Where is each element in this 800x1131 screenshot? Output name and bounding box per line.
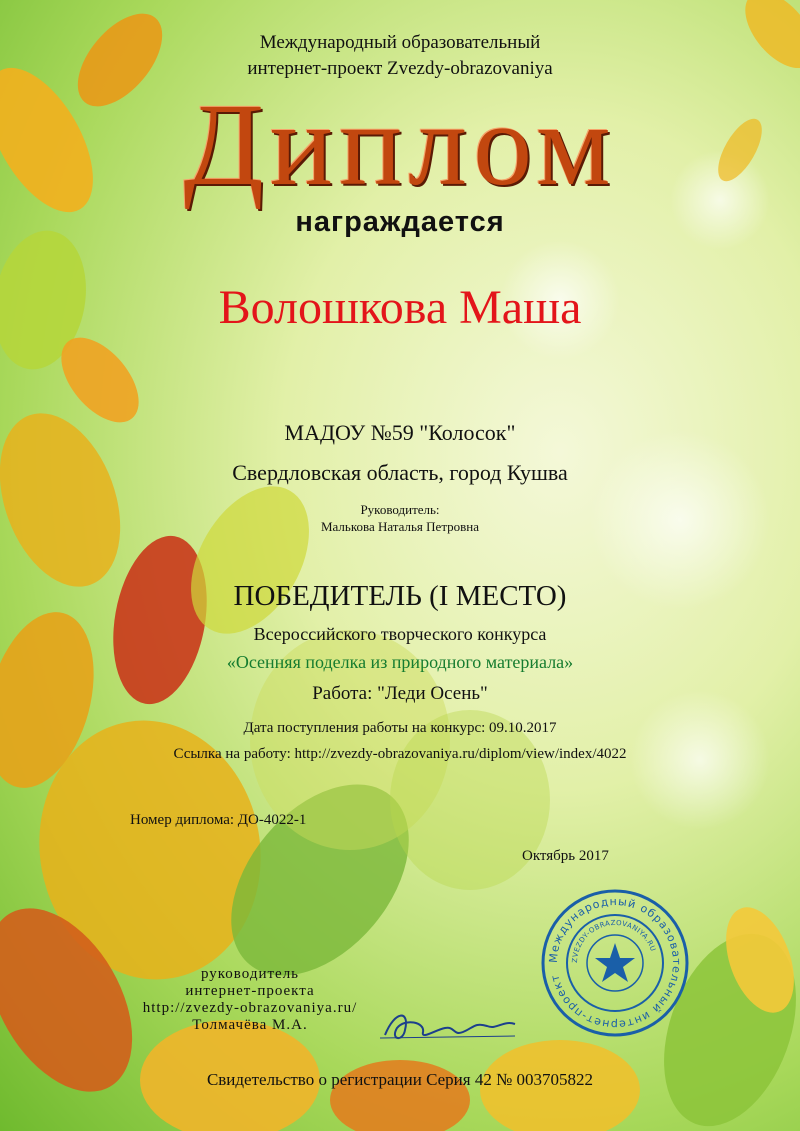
registration-info: Свидетельство о регистрации Серия 42 № 003705822 (206, 1070, 594, 1089)
contest-type: Всероссийского творческого конкурса (253, 624, 547, 644)
header-line-1: Международный образовательный (259, 32, 541, 53)
supervisor-name: Малькова Наталья Петровна (320, 519, 480, 534)
organization: МАДОУ №59 "Колосок" (284, 420, 516, 445)
work-link[interactable]: Ссылка на работу: http://zvezdy-obrazovaniya.ru/diplom/view/index/4022 (173, 746, 627, 762)
star-icon (595, 943, 635, 982)
supervisor-block (0, 501, 800, 535)
work-title: Работа: "Леди Осень" (312, 683, 488, 704)
signatory-line-2: интернет-проекта (185, 983, 315, 999)
contest-title: «Осенняя поделка из природного материала» (226, 652, 574, 672)
stamp-inner-text: ZVEZDY-OBRAZOVANIYA.RU (570, 918, 658, 964)
supervisor-label: Руководитель: (360, 502, 440, 517)
awarded-label: награждается (295, 206, 505, 238)
signatory-line-4: Толмачёва М.А. (192, 1017, 308, 1033)
issue-month: Октябрь 2017 (522, 848, 609, 864)
signatory-line-3[interactable]: http://zvezdy-obrazovaniya.ru/ (142, 1000, 358, 1016)
stamp-ring-text: Международный образовательный интернет-проект (546, 894, 684, 1032)
signatory-block (100, 966, 400, 1034)
header-line-2: интернет-проект Zvezdy-obrazovaniya (247, 58, 553, 79)
region: Свердловская область, город Кушва (232, 460, 568, 485)
recipient-name: Волошкова Маша (218, 281, 582, 334)
project-header (0, 30, 800, 82)
diploma-title: Диплом (183, 79, 617, 210)
diploma-number: Номер диплома: ДО-4022-1 (130, 812, 307, 828)
result-title: ПОБЕДИТЕЛЬ (I МЕСТО) (233, 580, 567, 612)
signatory-line-1: руководитель (200, 966, 300, 982)
signature-image (375, 1000, 525, 1050)
official-stamp (540, 888, 690, 1038)
submission-date: Дата поступления работы на конкурс: 09.10.2017 (243, 720, 557, 736)
